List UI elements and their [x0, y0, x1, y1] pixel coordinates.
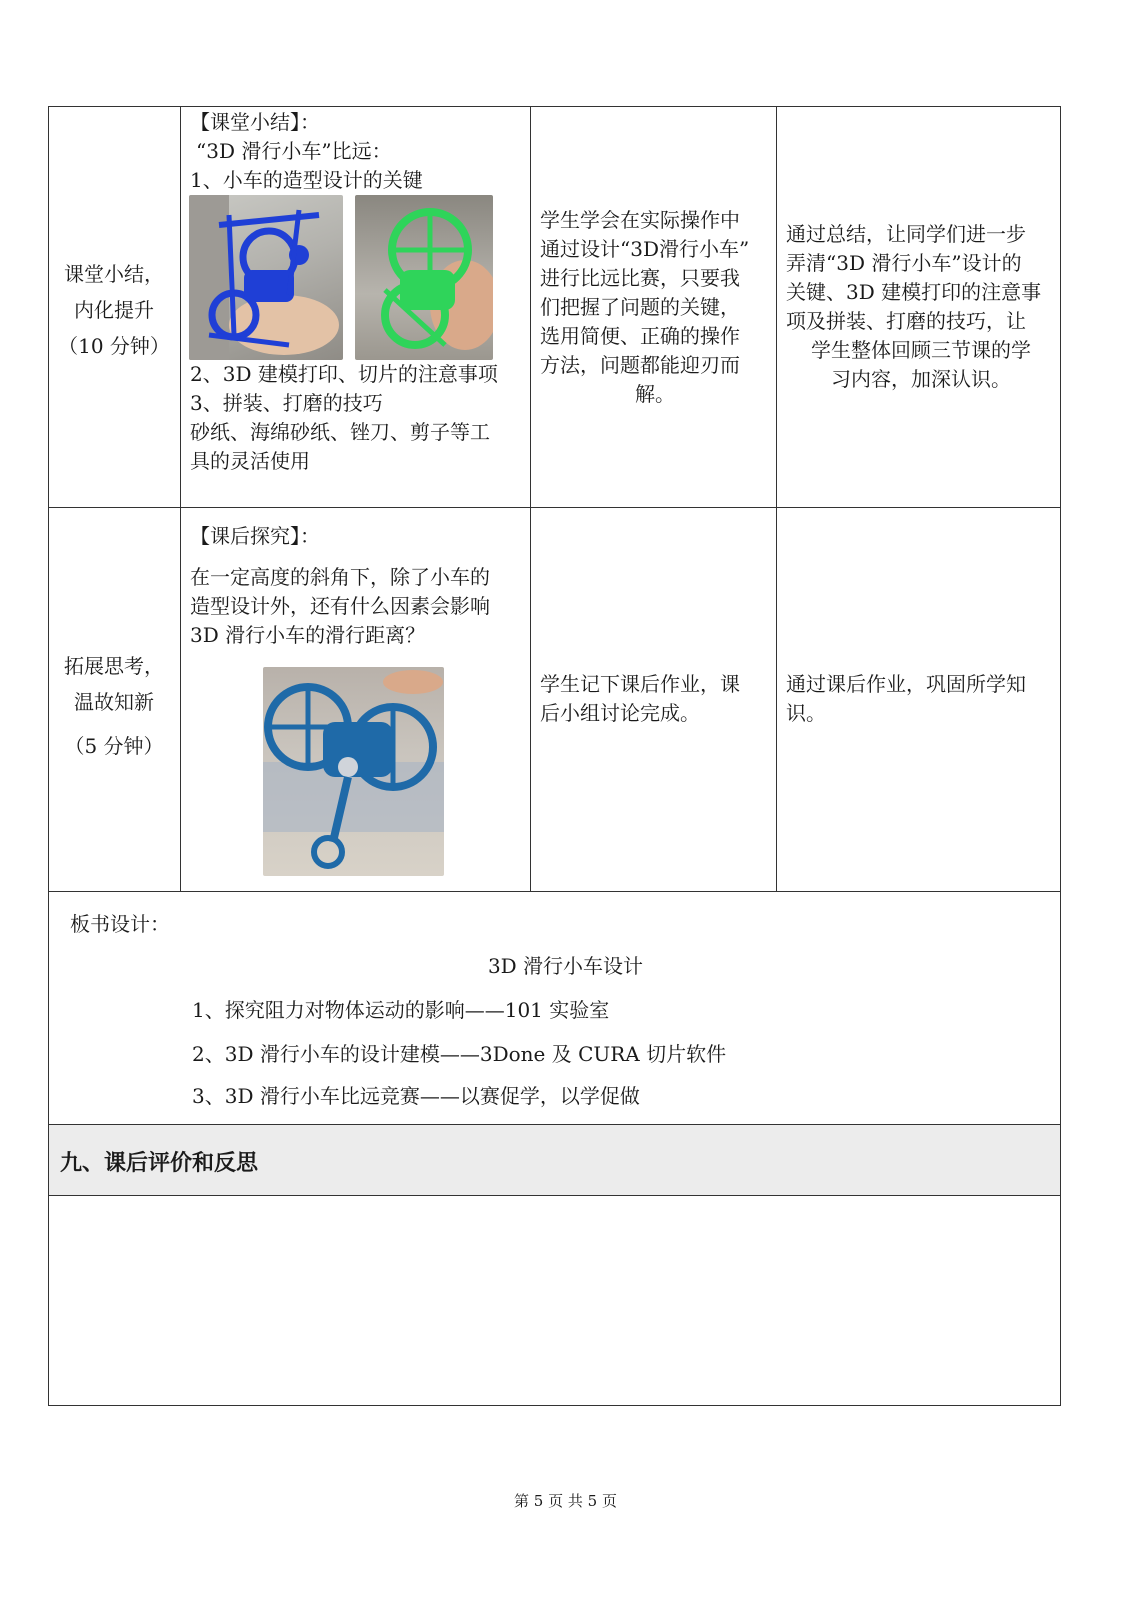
board-title: 3D 滑行小车设计 — [487, 954, 644, 978]
row1-intent-line4: 项及拼装、打磨的技巧，让 — [786, 309, 1026, 333]
row1-line1: “3D 滑行小车”比远： — [196, 139, 392, 163]
row1-line5: 砂纸、海绵砂纸、锉刀、剪子等工 — [190, 420, 490, 444]
row2-student-activity — [540, 670, 770, 728]
board-item-2: 2、3D 滑行小车的设计建模——3Done 及 CURA 切片软件 — [192, 1042, 727, 1066]
row2-intent-line2: 识。 — [786, 701, 826, 725]
row2-stage-label — [50, 648, 178, 764]
section9-title: 九、课后评价和反思 — [60, 1151, 259, 1176]
row2-heading: 【课后探究】： — [190, 524, 320, 548]
row2-label-line3: （5 分钟） — [64, 734, 164, 758]
row1-student-line5: 选用简便、正确的操作 — [540, 324, 740, 348]
row1-content — [190, 108, 525, 195]
row-divider-2 — [48, 891, 1061, 892]
row1-content-continued — [190, 360, 525, 476]
row1-line3: 2、3D 建模打印、切片的注意事项 — [190, 362, 498, 386]
row2-intent-line1: 通过课后作业，巩固所学知 — [786, 672, 1026, 696]
green-car-illustration — [355, 195, 493, 360]
board-item-3: 3、3D 滑行小车比远竞赛——以赛促学，以学促做 — [192, 1084, 640, 1108]
row1-label-line3: （10 分钟） — [58, 334, 170, 358]
teal-car-illustration — [263, 667, 444, 876]
row1-student-line7: 解。 — [635, 382, 675, 406]
row2-line1: 在一定高度的斜角下，除了小车的 — [190, 565, 490, 589]
row1-label-line1: 课堂小结， — [64, 262, 164, 286]
row1-student-line2: 通过设计“3D滑行小车” — [540, 237, 750, 261]
row-divider-1 — [48, 507, 1061, 508]
board-label: 板书设计： — [70, 912, 170, 936]
row2-student-line1: 学生记下课后作业，课 — [540, 672, 740, 696]
row2-design-intent — [786, 670, 1056, 728]
col-divider-2 — [530, 106, 531, 891]
row1-student-line4: 们把握了问题的关键， — [540, 295, 740, 319]
row1-student-activity — [540, 206, 770, 409]
row1-line2: 1、小车的造型设计的关键 — [190, 168, 423, 192]
page-footer: 第 5 页 共 5 页 — [514, 1492, 617, 1510]
row1-stage-label — [50, 256, 178, 364]
row1-label-line2: 内化提升 — [74, 298, 154, 322]
row2-label-line2: 温故知新 — [74, 690, 154, 714]
row1-student-line6: 方法，问题都能迎刃而 — [540, 353, 740, 377]
blue-car-illustration — [189, 195, 343, 360]
row2-line3: 3D 滑行小车的滑行距离？ — [190, 623, 426, 647]
row2-line2: 造型设计外，还有什么因素会影响 — [190, 594, 490, 618]
board-item-1: 1、探究阻力对物体运动的影响——101 实验室 — [192, 998, 610, 1022]
row1-intent-line5: 学生整体回顾三节课的学 — [811, 338, 1031, 362]
col-divider-1 — [180, 106, 181, 891]
col-divider-3 — [776, 106, 777, 891]
row1-intent-line3: 关键、3D 建模打印的注意事 — [786, 280, 1042, 304]
row2-content — [190, 522, 525, 650]
row1-intent-line1: 通过总结，让同学们进一步 — [786, 222, 1026, 246]
row1-student-line3: 进行比远比赛，只要我 — [540, 266, 740, 290]
row1-intent-line6: 习内容，加深认识。 — [831, 367, 1011, 391]
green-car-photo — [355, 195, 493, 360]
row1-intent-line2: 弄清“3D 滑行小车”设计的 — [786, 251, 1022, 275]
row1-heading: 【课堂小结】： — [190, 110, 320, 134]
row2-label-line1: 拓展思考， — [64, 654, 164, 678]
row1-design-intent — [786, 220, 1056, 394]
row1-student-line1: 学生学会在实际操作中 — [540, 208, 740, 232]
row1-line4: 3、拼装、打磨的技巧 — [190, 391, 383, 415]
row2-student-line2: 后小组讨论完成。 — [540, 701, 700, 725]
teal-car-photo — [263, 667, 444, 876]
reflection-empty-area — [49, 1196, 1060, 1405]
blue-car-photo — [189, 195, 343, 360]
row1-line6: 具的灵活使用 — [190, 449, 310, 473]
